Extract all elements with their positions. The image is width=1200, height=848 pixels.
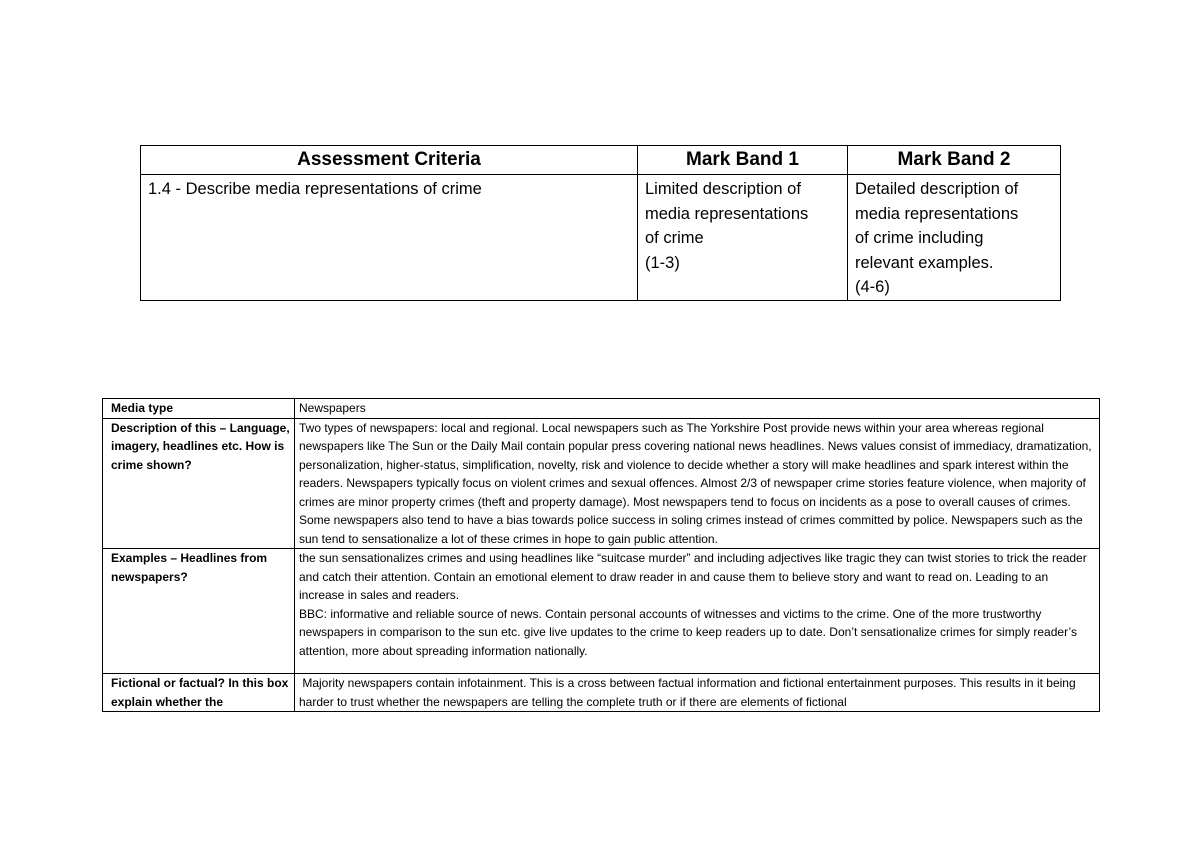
media-row-fictional [103, 674, 1100, 712]
band1-line: of crime [645, 229, 704, 247]
media-paragraph: BBC: informative and reliable source of news. Contain personal accounts of witnesses and victims to the crime. One of the more trustworthy newspapers in comparison to the sun etc. give live updates to the crime to keep readers up to date. Don’t sensationalize crimes for simply reader’s attention, more about spreading information nationally. [299, 606, 1077, 658]
band1-line: Limited description of [645, 180, 801, 198]
media-row-examples [103, 549, 1100, 674]
band2-line: of crime including [855, 229, 984, 247]
header-assessment-criteria: Assessment Criteria [141, 146, 638, 175]
media-type-table [102, 398, 1100, 712]
band1-line: media representations [645, 204, 809, 223]
media-paragraph: Majority newspapers contain infotainment. This is a cross between factual information and fictional entertainment purposes. This results in it being harder to trust whether the newspapers are telling the complete truth or if there are elements of fictional [299, 676, 1079, 709]
header-mark-band-2: Mark Band 2 [848, 146, 1061, 175]
mark-band-2-cell [848, 175, 1061, 301]
media-label: Fictional or factual? In this box explain whether the [103, 674, 295, 712]
media-row-description [103, 418, 1100, 549]
media-content [295, 418, 1100, 549]
media-content [295, 549, 1100, 674]
band2-line: Detailed description of [855, 180, 1019, 198]
media-paragraph: Newspapers [299, 401, 366, 415]
mark-band-1-cell [638, 175, 848, 301]
assessment-criteria-table [140, 145, 1061, 301]
media-content [295, 674, 1100, 712]
media-label: Media type [103, 399, 295, 419]
media-paragraph: the sun sensationalizes crimes and using headlines like “suitcase murder” and including adjectives like tragic they can twist stories to trick the reader and catch their attention. Contain an emotional element to draw reader in and cause them to believe story and want to read on. Leading to an increase in sales and readers. [299, 551, 1087, 602]
band2-line: media representations [855, 204, 1019, 223]
band2-line: relevant examples. [855, 253, 994, 272]
band2-line: (4-6) [855, 278, 890, 296]
header-mark-band-1: Mark Band 1 [638, 146, 848, 175]
media-row-type [103, 399, 1100, 419]
media-content [295, 399, 1100, 419]
media-paragraph: Two types of newspapers: local and regional. Local newspapers such as The Yorkshire Post provide news within your area whereas regional newspapers like The Sun or the Daily Mail contain popular press covering national news headlines. News values consist of immediacy, dramatization, personalization, higher-status, simplification, novelty, risk and violence to decide whether a story will make headlines and spark interest within the readers. Newspapers typically focus on violent crimes and sexual offences. Almost 2/3 of newspaper crime stories feature violence, when majority of crimes are minor property crimes (theft and property damage). Most newspapers tend to focus on incidents as a pose to overall causes of crimes. Some newspapers also tend to have a bias towards police success in soling crimes instead of crimes committed by police. Newspapers such as the sun tend to sensationalize a lot of these crimes in hope to gain public attention. [299, 420, 1092, 546]
band1-line: (1-3) [645, 253, 680, 272]
assessment-row [141, 175, 1061, 301]
assessment-header-row [141, 146, 1061, 175]
media-label: Examples – Headlines from newspapers? [103, 549, 295, 674]
media-label: Description of this – Language, imagery, headlines etc. How is crime shown? [103, 418, 295, 549]
criteria-cell: 1.4 - Describe media representations of crime [141, 175, 638, 301]
